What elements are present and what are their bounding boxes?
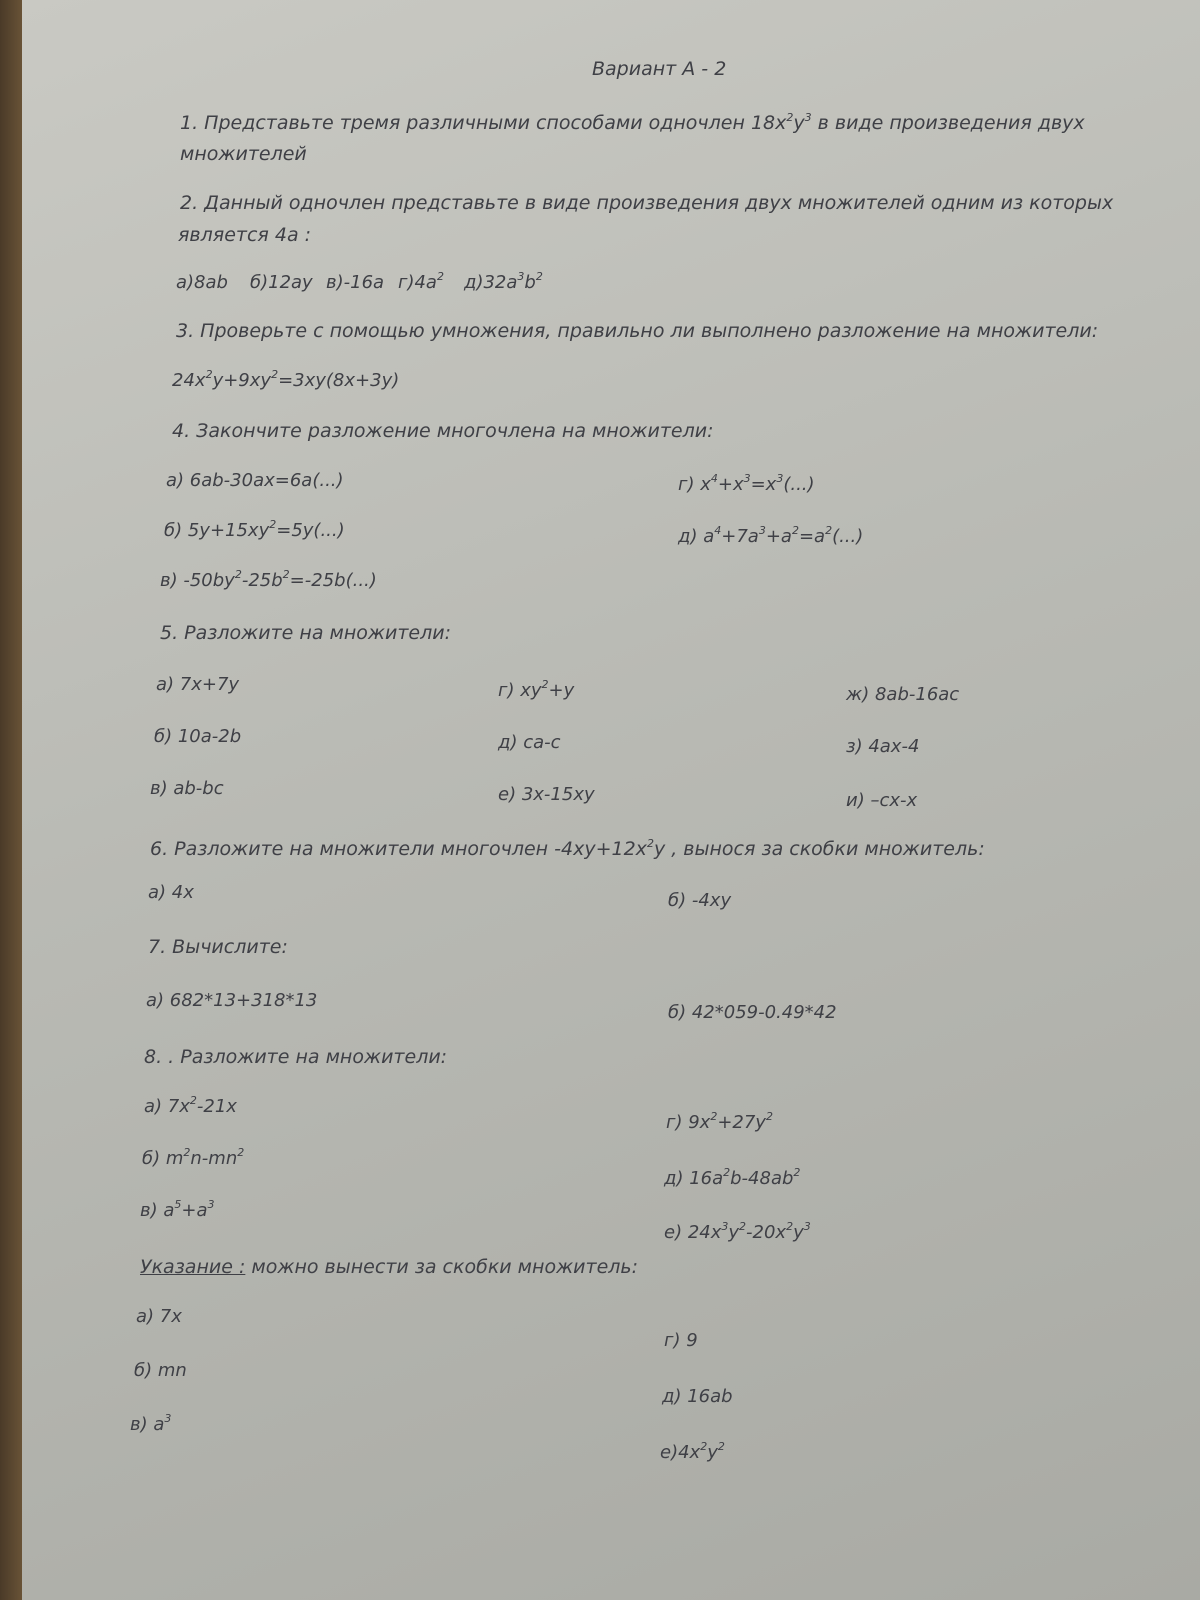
question-6: 6. Разложите на множители многочлен $-4xy+12x^2y$ , вынося за скобки множитель: (150, 837, 985, 860)
q5-item-g: г) $xy^2+y$ (498, 678, 575, 701)
question-3: 3. Проверьте с помощью умножения, правильно ли выполнено разложение на множители: (176, 320, 1099, 342)
question-1-continued: множителей (180, 143, 307, 165)
q5-item-v: в) аb-bc (150, 778, 224, 799)
page-title: Вариант А - 2 (592, 58, 727, 80)
q5-item-i: и) –cx-x (846, 790, 918, 811)
hint-item-g: г) 9 (664, 1330, 698, 1351)
hint-line: Указание : можно вынести за скобки множитель: (140, 1256, 639, 1278)
q2-option-b: б)12аy (250, 272, 313, 293)
q4-item-g: г) $x^4+x^3=x^3(...)$ (678, 472, 815, 495)
q4-item-b: б) $5y+15xy^2=5y(...)$ (164, 518, 345, 541)
q8-item-b: б) $m^2n-mn^2$ (142, 1146, 245, 1169)
q5-item-zh: ж) 8аb-16аc (846, 684, 960, 705)
q8-item-d: д) $16а^2b-48аb^2$ (664, 1166, 801, 1189)
q7-item-b: б) 42*059-0.49*42 (668, 1002, 837, 1023)
q4-item-a: а) 6аb-30аx=6а(...) (166, 470, 344, 491)
q4-item-v: в) $-50by^2-25b^2=-25b(...)$ (160, 568, 377, 591)
worksheet-page (22, 0, 1200, 1600)
question-2-continued: является 4а : (178, 224, 312, 246)
q8-item-e: е) $24x^3y^2-20x^2y^3$ (664, 1220, 811, 1243)
q6-item-a: а) 4x (148, 882, 194, 903)
q5-item-d: д) cа-c (498, 732, 561, 753)
q8-item-a: а) $7x^2-21x$ (144, 1094, 237, 1117)
q6-item-b: б) -4xy (668, 890, 732, 911)
q4-item-d: д) $а^4+7а^3+а^2=а^2(...)$ (678, 524, 864, 547)
q2-option-v: в)-16а (326, 272, 385, 293)
question-8: 8. . Разложите на множители: (144, 1046, 448, 1068)
question-1: 1. Представьте тремя различными способами одночлен $18x^2y^3$ в виде произведения двух (180, 111, 1085, 134)
q3-formula: $24x^2y+9xy^2=3xy(8x+3y)$ (172, 368, 400, 391)
hint-item-d: д) 16аb (662, 1386, 733, 1407)
q5-item-b: б) 10а-2b (154, 726, 242, 747)
hint-item-a: а) 7x (136, 1306, 182, 1327)
question-5: 5. Разложите на множители: (160, 622, 452, 644)
q8-item-g: г) $9x^2+27y^2$ (666, 1110, 773, 1133)
question-7: 7. Вычислите: (148, 936, 288, 958)
q2-option-d: $д)32а^3b^2$ (464, 270, 543, 293)
q7-item-a: а) 682*13+318*13 (146, 990, 318, 1011)
hint-label: Указание : (140, 1256, 246, 1278)
hint-item-v: в) $а^3$ (130, 1412, 172, 1435)
q5-item-e: е) 3x-15xy (498, 784, 595, 805)
q2-option-g: $г)4а^2$ (398, 270, 444, 293)
question-2: 2. Данный одночлен представьте в виде произведения двух множителей одним из которых (180, 192, 1114, 214)
q5-item-z: з) 4аx-4 (846, 736, 920, 757)
question-4: 4. Закончите разложение многочлена на множители: (172, 420, 714, 442)
hint-item-e: $е)4x^2y^2$ (660, 1440, 725, 1463)
q2-option-a: а)8ab (176, 272, 228, 293)
q8-item-v: в) $а^5+а^3$ (140, 1198, 215, 1221)
hint-item-b: б) mn (134, 1360, 187, 1381)
q5-item-a: а) 7x+7y (156, 674, 240, 695)
